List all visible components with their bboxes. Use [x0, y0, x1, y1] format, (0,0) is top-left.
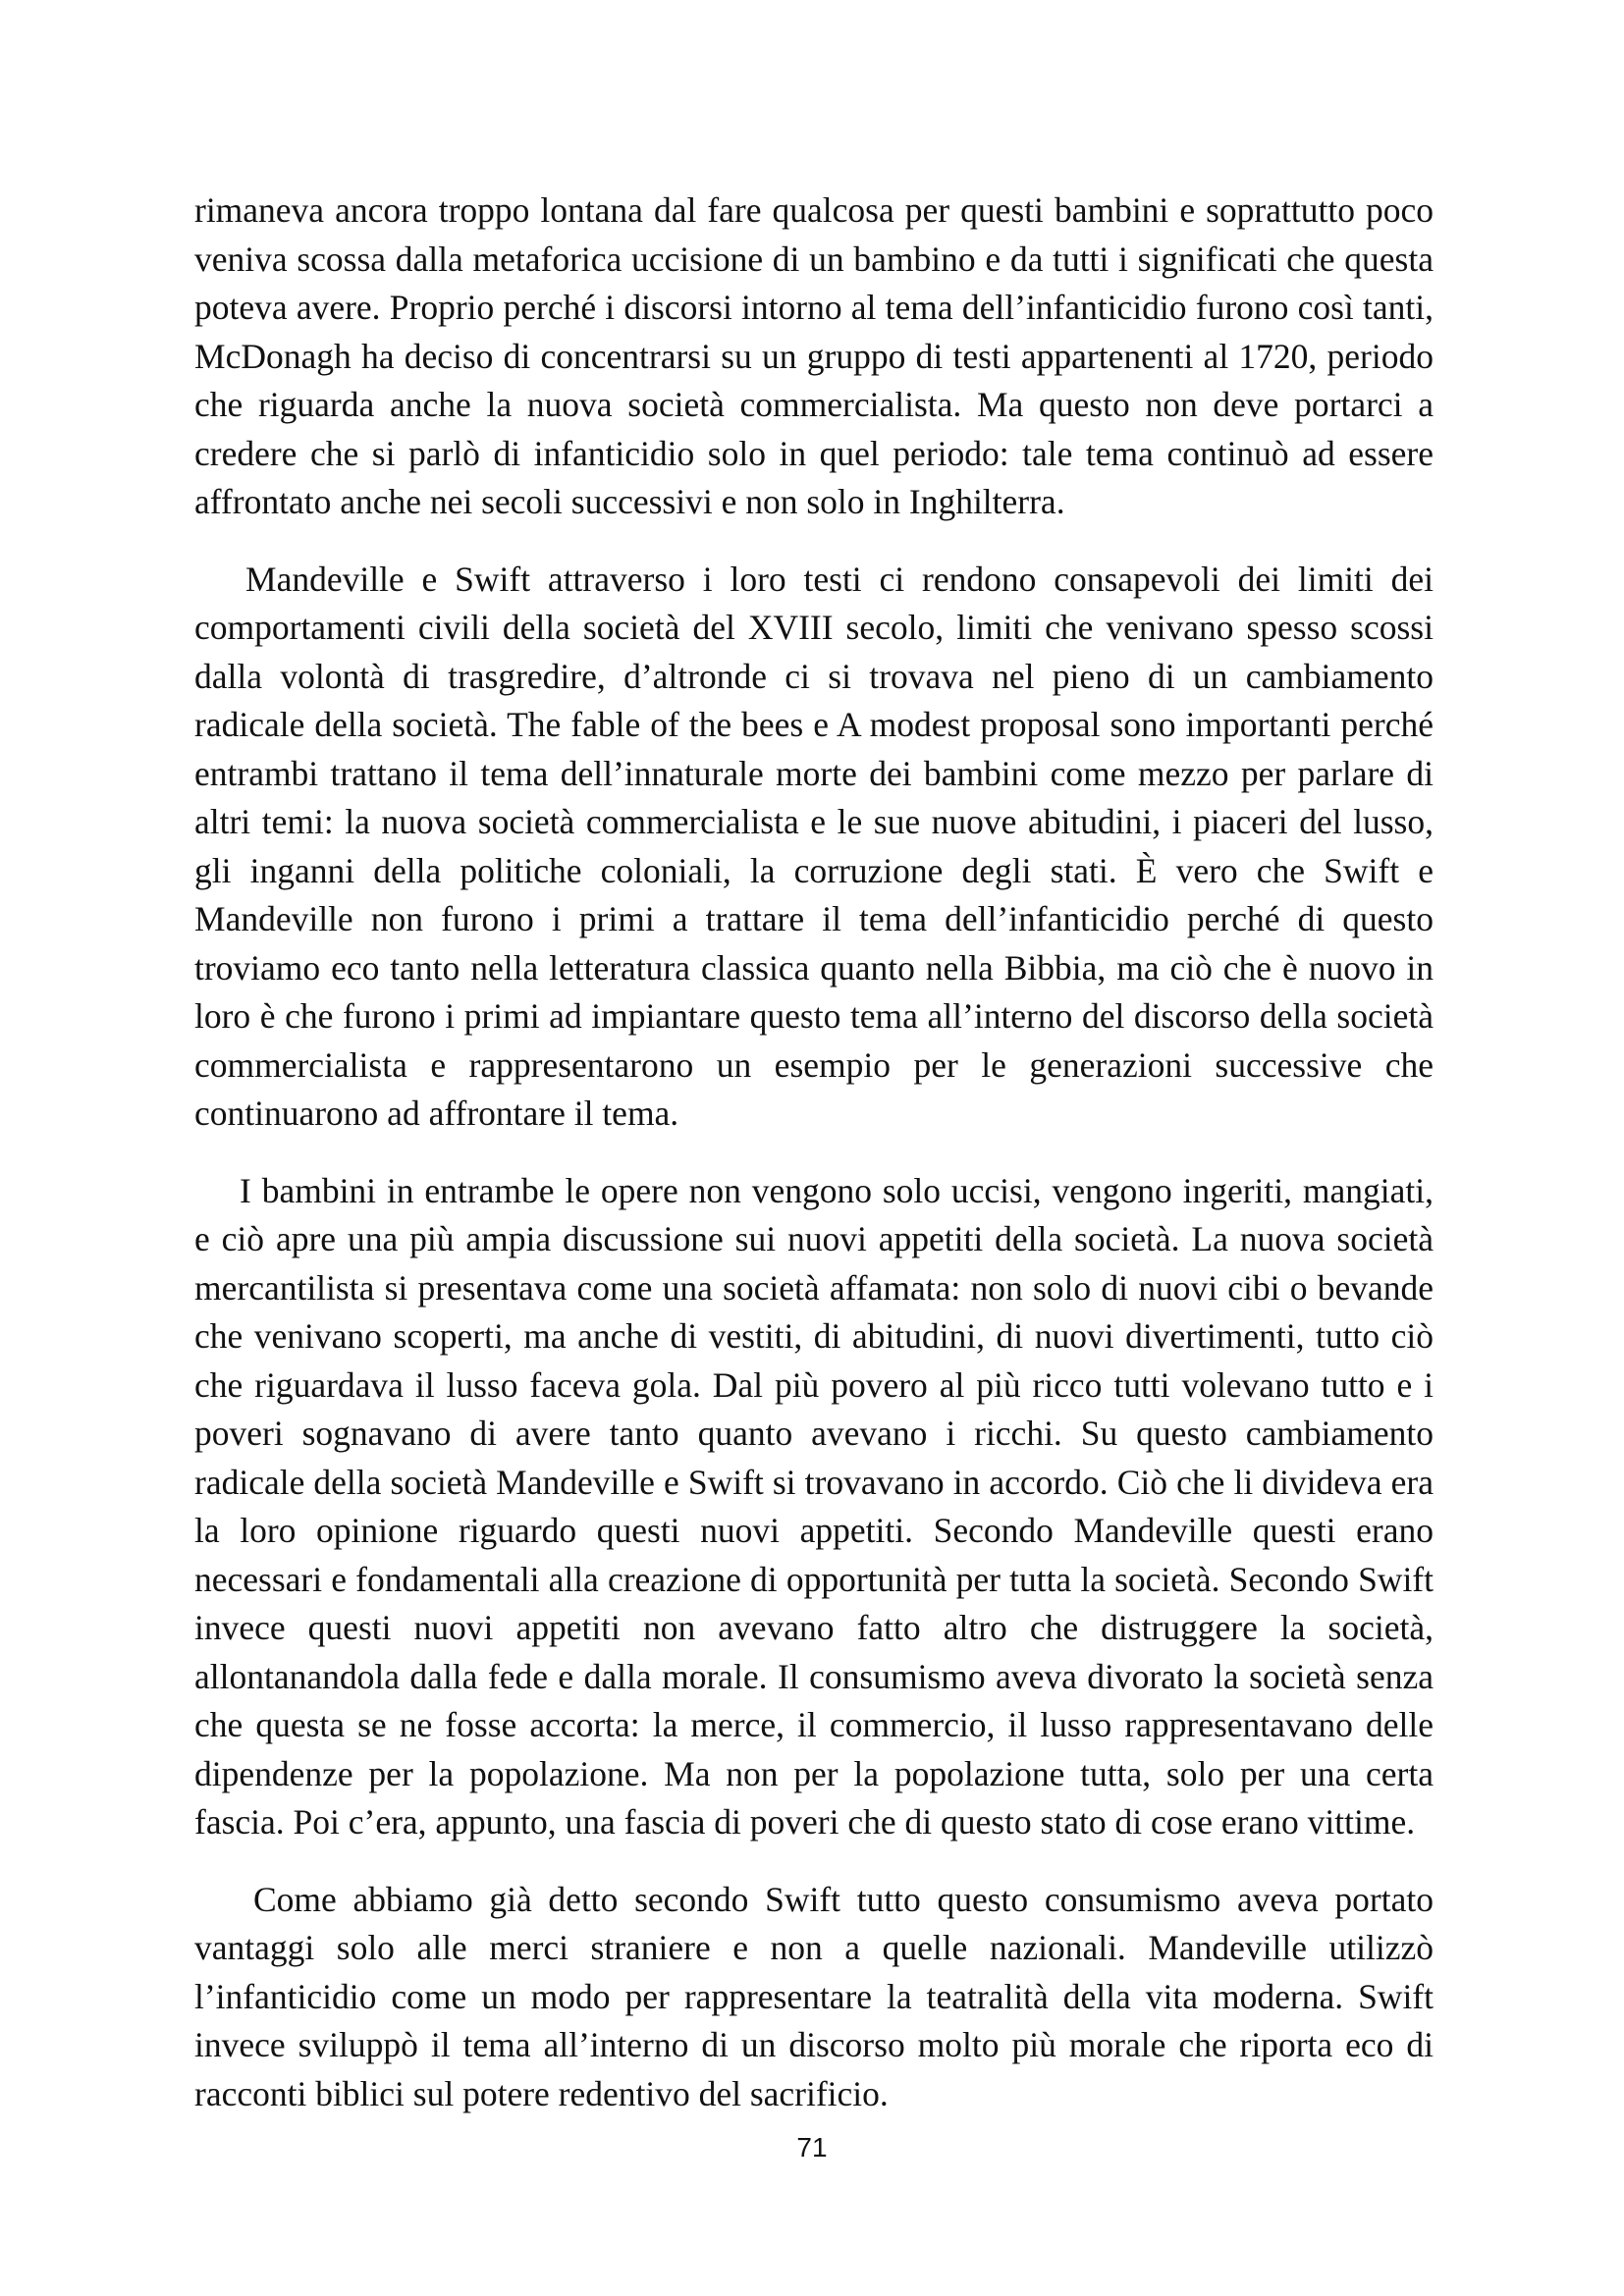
paragraph-mandeville-swift: Mandeville e Swift attraverso i loro testi ci rendono consapevoli dei limiti dei comportamenti civili della società del XVIII secolo, limiti che venivano spesso scossi dalla volontà di trasgredire, d’altronde ci si trovava nel pieno di un cambiamento radicale della società. The fable of the bees e A modest proposal sono importanti perché entrambi trattano il tema dell’innaturale morte dei bambini come mezzo per parlare di altri temi: la nuova società commercialista e le sue nuove abitudini, i piaceri del lusso, gli inganni della politiche coloniali, la corruzione degli stati. È vero che Swift e Mandeville non furono i primi a trattare il tema dell’infanticidio perché di questo troviamo eco tanto nella letteratura classica quanto nella Bibbia, ma ciò che è nuovo in loro è che furono i primi ad impiantare questo tema all’interno del discorso della società commercialista e rappresentarono un esempio per le generazioni successive che continuarono ad affrontare il tema.	[194, 559, 1434, 1133]
paragraph-bambini: I bambini in entrambe le opere non vengono solo uccisi, vengono ingeriti, mangiati, e ciò apre una più ampia discussione sui nuovi appetiti della società. La nuova società mercantilista si presentava come una società affamata: non solo di nuovi cibi o bevande che venivano scoperti, ma anche di vestiti, di abitudini, di nuovi divertimenti, tutto ciò che riguardava il lusso faceva gola. Dal più povero al più ricco tutti volevano tutto e i poveri sognavano di avere tanto quanto avevano i ricchi. Su questo cambiamento radicale della società Mandeville e Swift si trovavano in accordo. Ciò che li divideva era la loro opinione riguardo questi nuovi appetiti. Secondo Mandeville questi erano necessari e fondamentali alla creazione di opportunità per tutta la società. Secondo Swift invece questi nuovi appetiti non avevano fatto altro che distruggere la società, allontanandola dalla fede e dalla morale. Il consumismo aveva divorato la società senza che questa se ne fosse accorta: la merce, il commercio, il lusso rappresentavano delle dipendenze per la popolazione. Ma non per la popolazione tutta, solo per una certa fascia. Poi c’era, appunto, una fascia di poveri che di questo stato di cose erano vittime.	[194, 1170, 1434, 1842]
page-number: 71	[796, 2132, 828, 2163]
paragraph-continuation: rimaneva ancora troppo lontana dal fare qualcosa per questi bambini e soprattutto poco veniva scossa dalla metaforica uccisione di un bambino e da tutti i significati che questa poteva avere. Proprio perché i discorsi intorno al tema dell’infanticidio furono così tanti, McDonagh ha deciso di concentrarsi su un gruppo di testi appartenenti al 1720, periodo che riguarda anche la nuova società commercialista. Ma questo non deve portarci a credere che si parlò di infanticidio solo in quel periodo: tale tema continuò ad essere affrontato anche nei secoli successivi e non solo in Inghilterra.	[194, 190, 1434, 521]
paragraph-conclusion: Come abbiamo già detto secondo Swift tutto questo consumismo aveva portato vantaggi solo alle merci straniere e non a quelle nazionali. Mandeville utilizzò l’infanticidio come un modo per rappresentare la teatralità della vita moderna. Swift invece sviluppò il tema all’interno di un discorso molto più morale che riporta eco di racconti biblici sul potere redentivo del sacrificio.	[194, 1879, 1434, 2113]
body-text	[194, 187, 1434, 2147]
